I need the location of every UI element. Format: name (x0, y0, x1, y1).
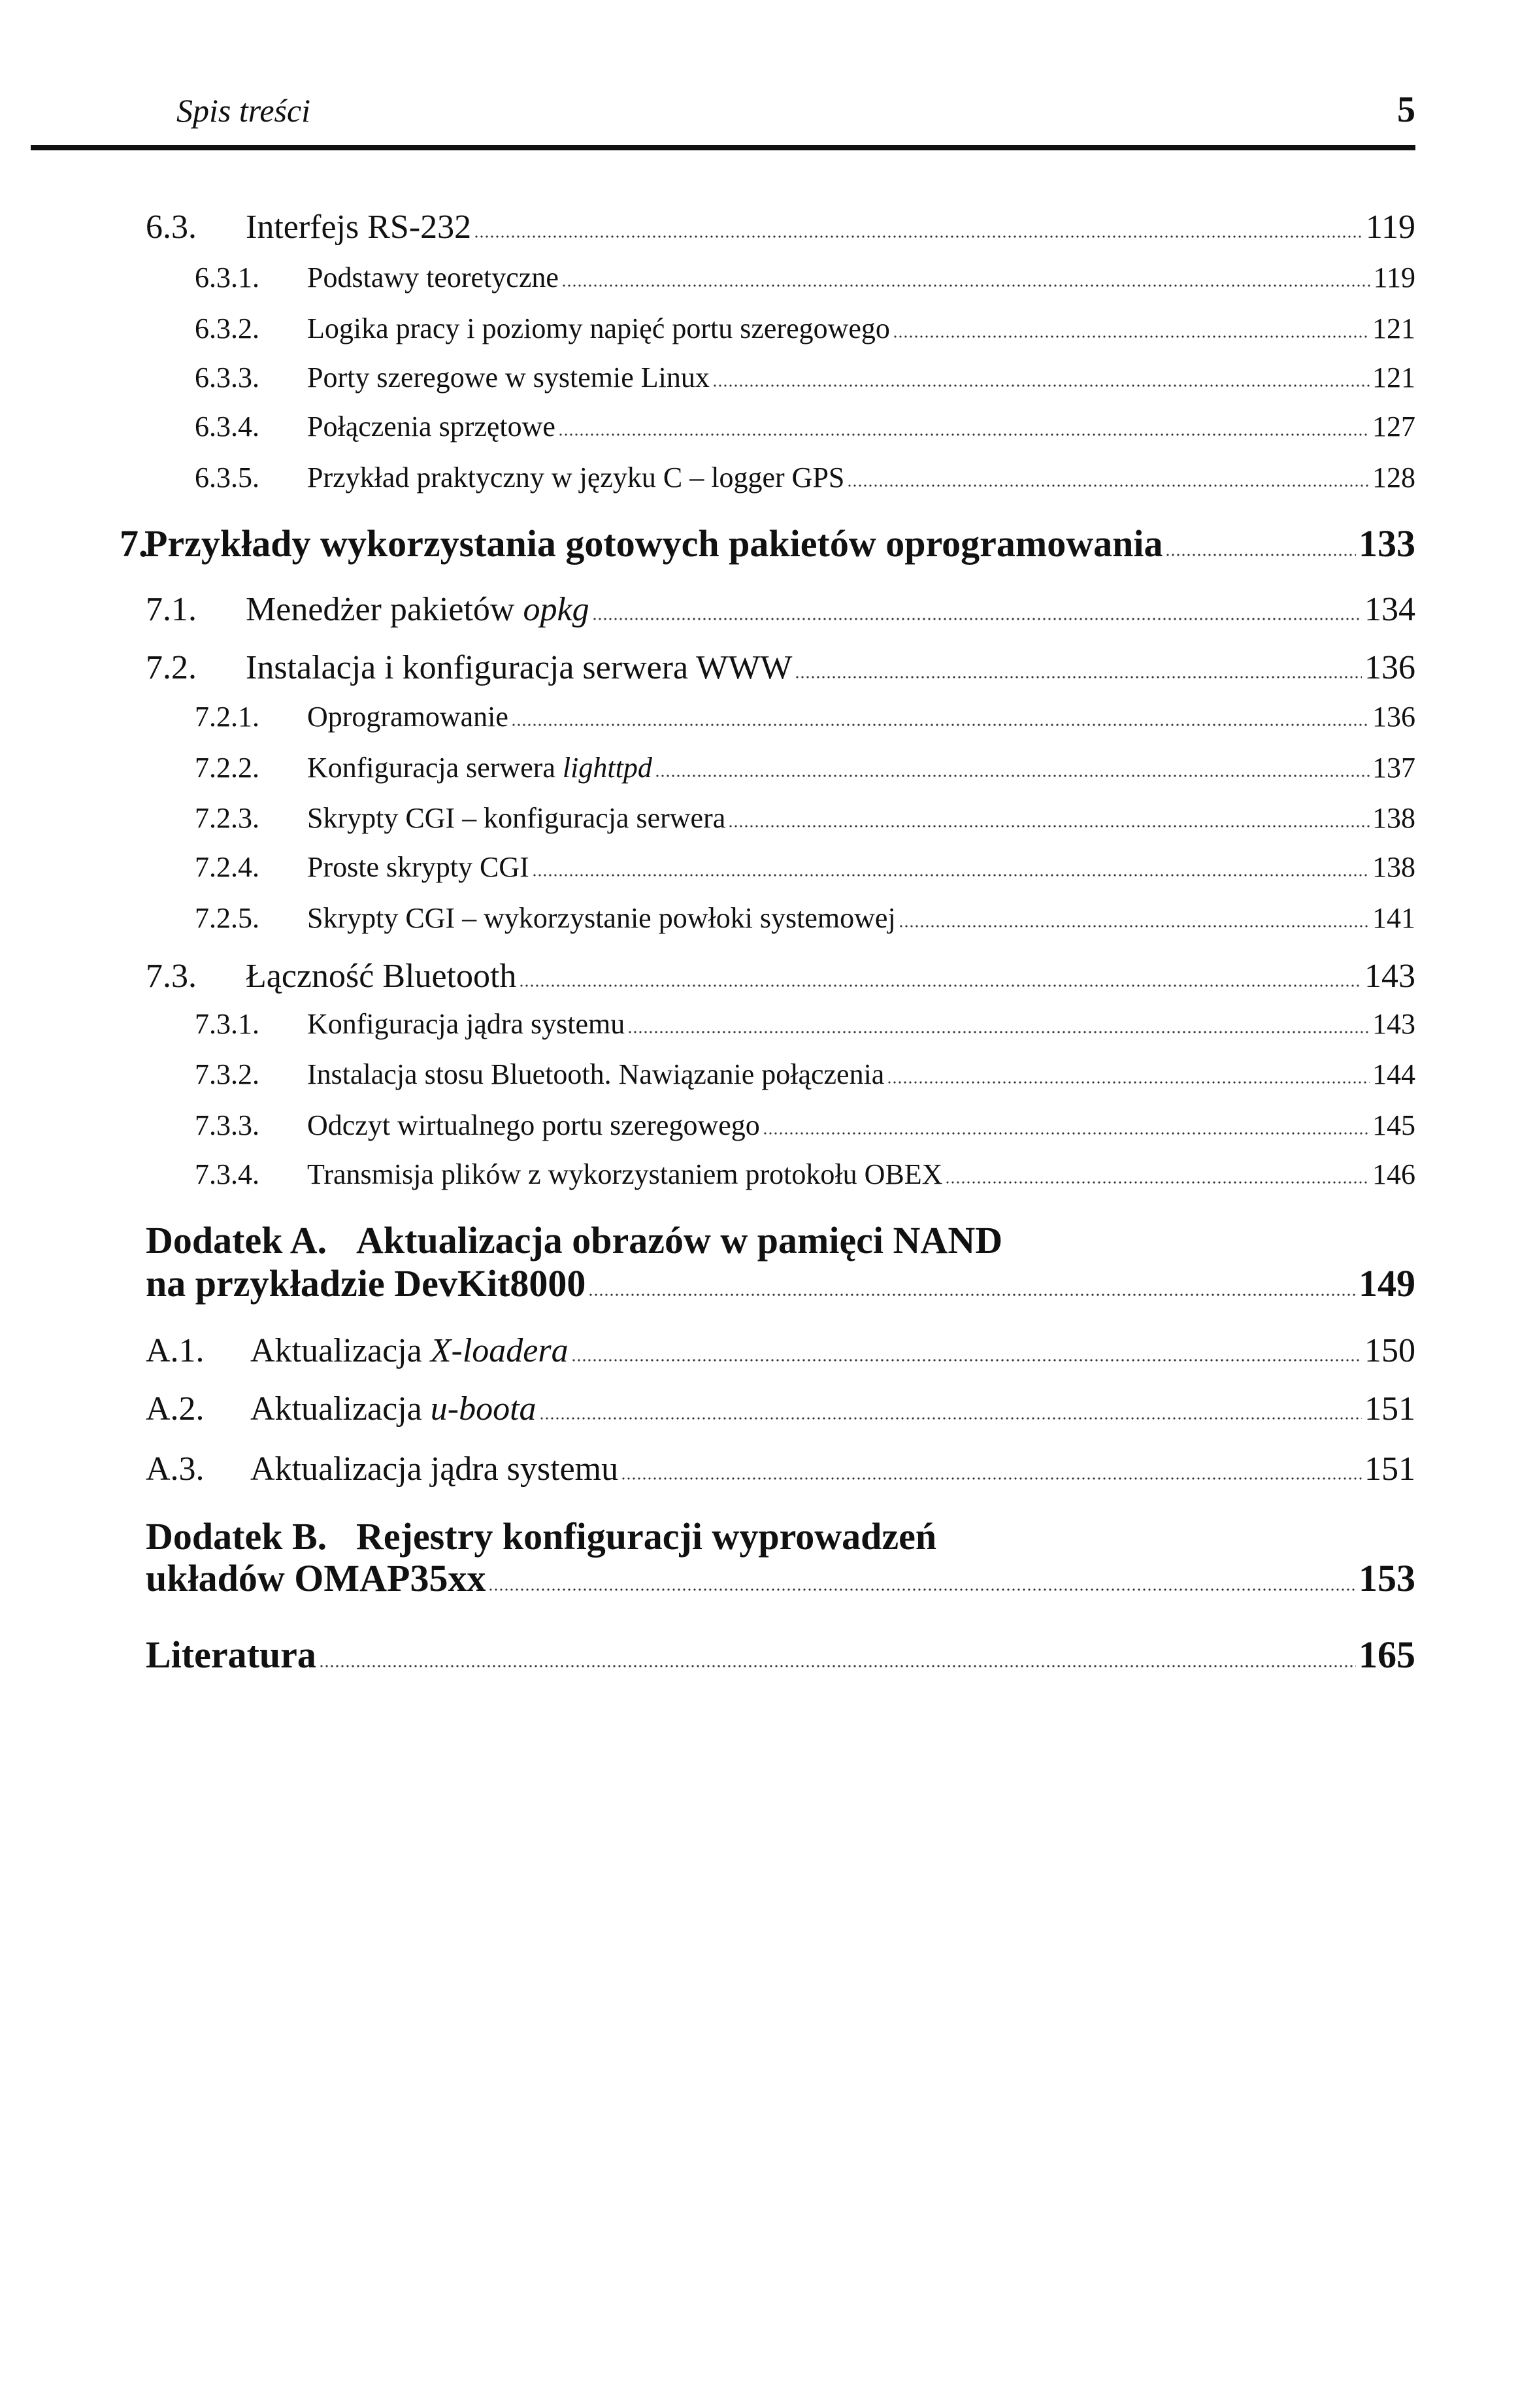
toc-entry (195, 1103, 1415, 1148)
toc-entry (146, 1632, 1415, 1678)
toc-entry (195, 844, 1415, 890)
toc-entry (195, 1152, 1415, 1197)
entry-title-wrap (146, 1261, 586, 1307)
entry-number: 7.2.3. (195, 802, 259, 834)
entry-number: 7.2.4. (195, 851, 259, 883)
entry-page: 121 (1372, 361, 1415, 393)
entry-page: 121 (1372, 312, 1415, 344)
entry-page: 136 (1364, 649, 1415, 686)
entry-title: Połączenia sprzętowe (307, 410, 555, 443)
entry-number: 7.3.4. (195, 1158, 259, 1190)
dot-leader (474, 235, 1363, 238)
entry-title: Przykłady wykorzystania gotowych pakietów oprogramowania (144, 522, 1163, 565)
toc-entry (146, 1261, 1415, 1307)
entry-title-wrap (356, 1218, 1002, 1263)
toc-entry (195, 1052, 1415, 1097)
entry-title-italic: u-boota (430, 1390, 536, 1428)
entry-title: Rejestry konfiguracji wyprowadzeń (356, 1515, 937, 1558)
dot-leader (763, 1132, 1370, 1135)
toc-entry (146, 954, 1415, 999)
dot-leader (519, 984, 1362, 987)
entry-number: 7.3.2. (195, 1058, 259, 1090)
entry-title: Skrypty CGI – wykorzystanie powłoki systemowej (307, 902, 896, 934)
dot-leader (899, 925, 1370, 928)
entry-title: Logika pracy i poziomy napięć portu szeregowego (307, 312, 890, 344)
entry-page: 136 (1372, 701, 1415, 733)
entry-title: układów OMAP35xx (146, 1557, 486, 1599)
entry-number: Dodatek A. (146, 1219, 327, 1262)
entry-title-wrap (250, 1328, 569, 1374)
entry-title-wrap (307, 1152, 942, 1197)
entry-title: Aktualizacja obrazów w pamięci NAND (356, 1219, 1003, 1262)
running-header-title: Spis treści (176, 92, 311, 129)
entry-title-italic: opkg (523, 591, 589, 628)
entry-title-wrap (307, 895, 896, 941)
header-rule (31, 145, 1415, 150)
entry-title-wrap (246, 954, 516, 999)
entry-title-wrap (356, 1514, 936, 1560)
toc-entry (120, 521, 1415, 567)
entry-title: na przykładzie DevKit8000 (146, 1262, 586, 1305)
dot-leader (588, 1294, 1356, 1296)
entry-title-wrap (250, 1446, 618, 1492)
entry-page: 134 (1364, 591, 1415, 628)
entry-page: 127 (1372, 410, 1415, 443)
entry-number: 6.3. (146, 209, 197, 246)
dot-leader (319, 1665, 1356, 1667)
entry-title-wrap (307, 1103, 760, 1148)
dot-leader (728, 825, 1370, 828)
entry-page: 145 (1372, 1109, 1415, 1141)
entry-number: A.2. (146, 1390, 205, 1428)
dot-leader (847, 484, 1370, 487)
toc-entry (195, 895, 1415, 941)
entry-title-wrap (307, 306, 890, 352)
entry-title-wrap (307, 795, 725, 841)
entry-number: 6.3.2. (195, 312, 259, 344)
entry-title: Instalacja stosu Bluetooth. Nawiązanie połączenia (307, 1058, 885, 1090)
entry-page: 141 (1372, 902, 1415, 934)
entry-page: 165 (1359, 1633, 1415, 1676)
entry-number: 6.3.1. (195, 261, 259, 293)
entry-page: 138 (1372, 802, 1415, 834)
entry-number: 7.2. (146, 649, 197, 686)
entry-title: Transmisja plików z wykorzystaniem protokołu OBEX (307, 1158, 943, 1190)
toc-entry (195, 404, 1415, 450)
entry-number: 7.3. (146, 958, 197, 995)
entry-page: 153 (1359, 1557, 1415, 1599)
entry-title-wrap (146, 1556, 486, 1601)
entry-page: 138 (1372, 851, 1415, 883)
toc-entry (195, 795, 1415, 841)
dot-leader (532, 874, 1370, 877)
entry-title-wrap (246, 205, 471, 250)
entry-title-wrap (246, 645, 792, 691)
entry-page: 151 (1364, 1390, 1415, 1428)
dot-leader (561, 284, 1371, 287)
entry-number: 6.3.4. (195, 410, 259, 443)
toc-entry (146, 587, 1415, 633)
entry-number: 7.3.3. (195, 1109, 259, 1141)
entry-title: Porty szeregowe w systemie Linux (307, 361, 710, 393)
entry-page: 119 (1373, 261, 1415, 293)
entry-title: Oprogramowanie (307, 701, 508, 733)
entry-title-wrap (246, 587, 589, 633)
entry-page: 151 (1364, 1450, 1415, 1488)
entry-page: 133 (1359, 522, 1415, 565)
entry-title: Aktualizacja (250, 1332, 431, 1369)
entry-title: Łączność Bluetooth (246, 958, 517, 995)
entry-number: 7.3.1. (195, 1008, 259, 1040)
toc-entry (146, 1446, 1415, 1492)
entry-number: 6.3.3. (195, 361, 259, 393)
dot-leader (627, 1031, 1370, 1033)
entry-title: Menedżer pakietów (246, 591, 523, 628)
entry-title-wrap (307, 1052, 884, 1097)
entry-title: Aktualizacja jądra systemu (250, 1450, 619, 1488)
entry-page: 150 (1364, 1332, 1415, 1369)
toc-entry (195, 306, 1415, 352)
dot-leader (893, 335, 1370, 338)
entry-title-wrap (146, 1632, 316, 1678)
toc-entry (146, 1514, 1415, 1560)
entry-title-wrap (307, 694, 508, 740)
entry-page: 146 (1372, 1158, 1415, 1190)
dot-leader (1165, 554, 1356, 556)
entry-title-italic: lighttpd (562, 752, 652, 784)
entry-title: Skrypty CGI – konfiguracja serwera (307, 802, 726, 834)
toc-entry (146, 205, 1415, 250)
entry-page: 128 (1372, 461, 1415, 493)
entry-title: Odczyt wirtualnego portu szeregowego (307, 1109, 760, 1141)
entry-title-wrap (250, 1386, 536, 1432)
toc-entry (195, 1001, 1415, 1047)
toc-entry (146, 1386, 1415, 1432)
toc-entry (146, 1328, 1415, 1374)
entry-number: A.1. (146, 1332, 205, 1369)
toc-entry (195, 694, 1415, 740)
entry-number: 7.2.5. (195, 902, 259, 934)
dot-leader (945, 1181, 1370, 1184)
toc-entry (195, 745, 1415, 791)
dot-leader (539, 1417, 1362, 1420)
entry-number: A.3. (146, 1450, 205, 1488)
dot-leader (621, 1477, 1362, 1480)
dot-leader (558, 433, 1370, 436)
entry-title: Instalacja i konfiguracja serwera WWW (246, 649, 793, 686)
entry-title-wrap (307, 1001, 625, 1047)
entry-title: Aktualizacja (250, 1390, 431, 1428)
dot-leader (571, 1359, 1362, 1362)
entry-title: Podstawy teoretyczne (307, 261, 559, 293)
dot-leader (655, 775, 1370, 777)
dot-leader (887, 1081, 1370, 1084)
entry-title: Proste skrypty CGI (307, 851, 529, 883)
toc-entry (146, 645, 1415, 691)
dot-leader (712, 384, 1370, 387)
entry-title-wrap (307, 404, 555, 450)
toc-entry (195, 355, 1415, 401)
entry-title-wrap (307, 255, 559, 301)
dot-leader (511, 724, 1370, 726)
entry-page: 137 (1372, 752, 1415, 784)
toc-entry (195, 455, 1415, 501)
entry-title-wrap (307, 355, 710, 401)
entry-title: Interfejs RS-232 (246, 209, 472, 246)
dot-leader (488, 1588, 1356, 1591)
entry-page: 143 (1364, 958, 1415, 995)
entry-page: 149 (1359, 1262, 1415, 1305)
entry-number: 6.3.5. (195, 461, 259, 493)
dot-leader (592, 618, 1362, 620)
page-number: 5 (1397, 90, 1415, 130)
entry-number: 7.2.2. (195, 752, 259, 784)
toc-entry (146, 1218, 1415, 1263)
entry-title-wrap (144, 521, 1163, 567)
entry-title-wrap (307, 844, 529, 890)
entry-title: Konfiguracja serwera (307, 752, 563, 784)
entry-number: 7.1. (146, 591, 197, 628)
toc-entry (195, 255, 1415, 301)
entry-page: 119 (1365, 209, 1415, 246)
entry-title-italic: X-loadera (430, 1332, 569, 1369)
entry-page: 143 (1372, 1008, 1415, 1040)
entry-title: Konfiguracja jądra systemu (307, 1008, 625, 1040)
entry-title: Przykład praktyczny w języku C – logger GPS (307, 461, 845, 493)
entry-title-wrap (307, 455, 844, 501)
dot-leader (795, 676, 1362, 678)
entry-title-wrap (307, 745, 652, 791)
entry-page: 144 (1372, 1058, 1415, 1090)
entry-title: Literatura (146, 1633, 316, 1676)
entry-number: 7.2.1. (195, 701, 259, 733)
toc-entry (146, 1556, 1415, 1601)
entry-number: Dodatek B. (146, 1515, 327, 1558)
entry-number: 7. (120, 522, 148, 565)
